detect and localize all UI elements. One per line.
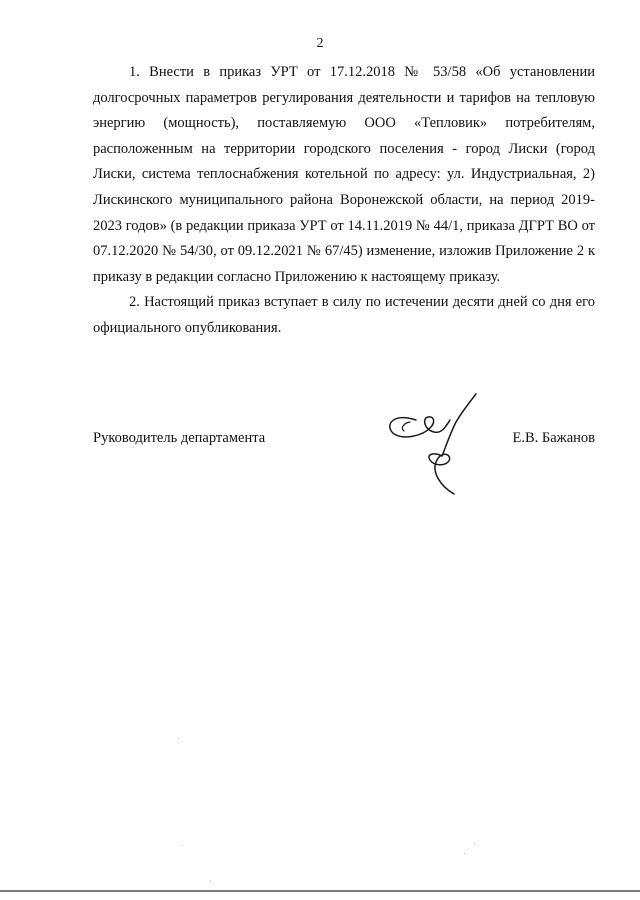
scan-edge-line [0,890,640,892]
signer-name: Е.В. Бажанов [512,430,595,446]
scan-speck [178,738,179,739]
scan-speck [474,843,475,844]
page-number: 2 [316,36,324,51]
handwritten-signature [380,392,480,500]
paragraph-amendment: 1. Внести в приказ УРТ от 17.12.2018 № 53/58 «Об установлении долгосрочных параметров регулирования деятельности и тарифов на тепловую энергию (мощность), поставляемую ООО «Тепловик» потребителям, расположенным на территории городского поселения - город Лиски (город Лиски, система теплоснабжения котельной по адресу: ул. Индустриальная, 2) Лискинского муниципального района Воронежской области, на период 2019-2023 годов» (в редакции приказа УРТ от 14.11.2019 № 44/1, приказа ДГРТ ВО от 07.12.2020 № 54/30, от 09.12.2021 № 67/45) изменение, изложив Приложение 2 к приказу в редакции согласно Приложению к настоящему приказу. [93,64,595,285]
signature-block [93,428,595,452]
signer-title: Руководитель департамента [93,430,266,446]
paragraph-effective-date: 2. Настоящий приказ вступает в силу по истечении десяти дней со дня его официального опубликования. [93,294,595,336]
scan-speck [464,853,465,854]
scan-speck [210,880,211,881]
scan-speck [182,845,183,846]
order-body [93,60,595,342]
